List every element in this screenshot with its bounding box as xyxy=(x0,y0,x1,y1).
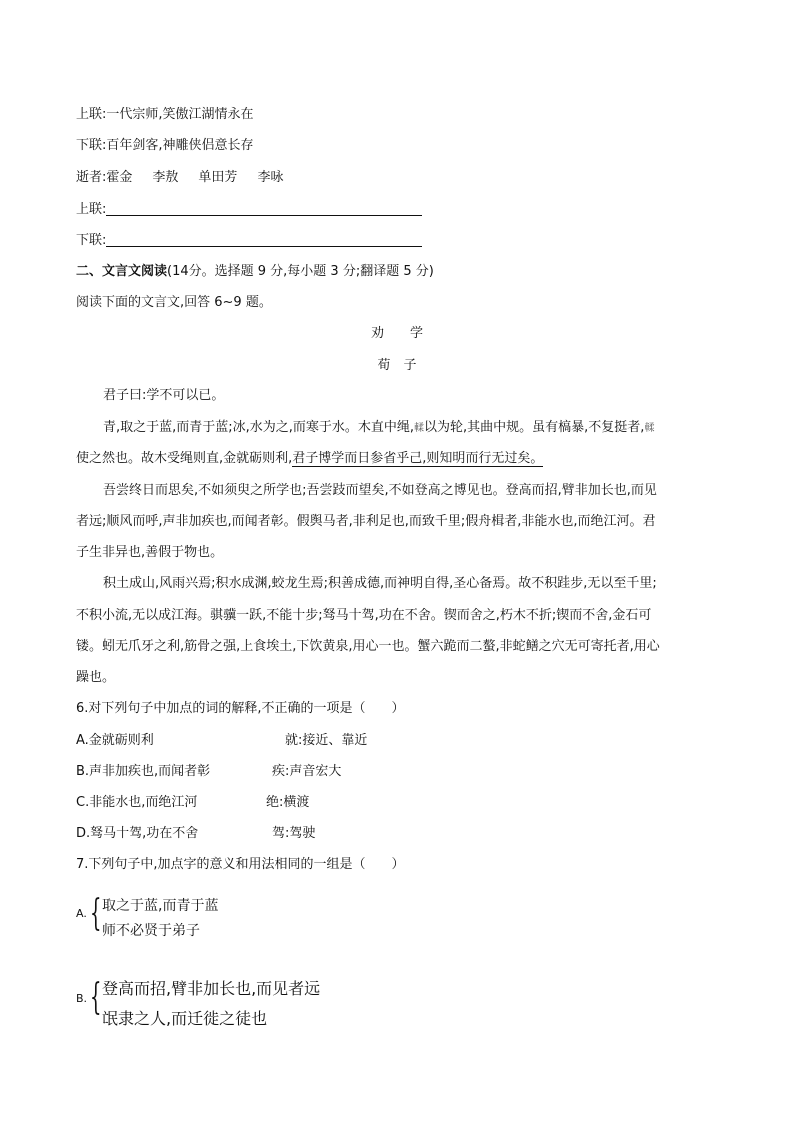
section2-heading xyxy=(76,260,434,279)
essay-author: 荀 子 xyxy=(377,358,417,373)
answer-lower-blank[interactable] xyxy=(106,232,422,247)
deceased-name: 单田芳 xyxy=(198,170,238,185)
question-7-stem: 7.下列句子中,加点字的意义和用法相同的一组是（ ） xyxy=(76,857,405,872)
question-6-option-c[interactable]: C.非能水也,而绝江河 xyxy=(76,795,198,810)
essay-paragraph-4-line-3: 镂。蚓无爪牙之利,筋骨之强,上食埃土,下饮黄泉,用心一也。蟹六跪而二螯,非蛇鳝之穴无可寄托者,用心 xyxy=(76,639,660,654)
question-6-option-b[interactable]: B.声非加疾也,而闻者彰 xyxy=(76,764,211,779)
section2-instruction: 阅读下面的文言文,回答 6~9 题。 xyxy=(76,295,272,310)
brace-icon: { xyxy=(90,893,102,934)
essay-text: 使之然也。故木受绳则直,金就砺则利, xyxy=(76,451,293,466)
deceased-label: 逝者: xyxy=(76,170,107,185)
answer-lower-line xyxy=(76,229,422,248)
option-line: 氓隶之人,而迁徙之徒也 xyxy=(102,1009,268,1028)
answer-upper-blank[interactable] xyxy=(106,201,422,216)
option-lines xyxy=(102,974,320,1034)
question-7-option-b[interactable] xyxy=(76,972,436,1034)
deceased-name: 霍金 xyxy=(106,170,133,185)
question-6-option-c-explanation: 绝:横渡 xyxy=(266,795,310,810)
couplet-upper: 上联:一代宗师,笑傲江湖情永在 xyxy=(76,107,254,122)
question-6-option-a[interactable]: A.金就砺则利 xyxy=(76,733,154,748)
essay-paragraph-4-line-2: 不积小流,无以成江海。骐骥一跃,不能十步;驽马十驾,功在不舍。锲而舍之,朽木不折;锲而不舍,金石可 xyxy=(76,608,652,623)
brace-icon: { xyxy=(90,977,102,1018)
deceased-name: 李咏 xyxy=(257,170,284,185)
question-6-option-d[interactable]: D.驽马十驾,功在不舍 xyxy=(76,826,199,841)
essay-paragraph-3-line-1: 吾尝终日而思矣,不如须臾之所学也;吾尝跂而望矣,不如登高之博见也。登高而招,臂非加长也,而见 xyxy=(103,483,657,498)
couplet-lower: 下联:百年剑客,神雕侠侣意长存 xyxy=(76,138,254,153)
essay-paragraph-3-line-3: 子生非异也,善假于物也。 xyxy=(76,545,224,560)
question-6-option-a-explanation: 就:接近、靠近 xyxy=(285,733,368,748)
option-line: 取之于蓝,而青于蓝 xyxy=(102,898,219,914)
question-6-stem: 6.对下列句子中加点的词的解释,不正确的一项是（ ） xyxy=(76,701,405,716)
rare-char: 輮 xyxy=(644,423,655,434)
essay-text: 青,取之于蓝,而青于蓝;冰,水为之,而寒于水。木直中绳, xyxy=(103,420,415,435)
deceased-name: 李敖 xyxy=(152,170,179,185)
rare-char: 輮 xyxy=(414,423,425,434)
essay-paragraph-3-line-2: 者远;顺风而呼,声非加疾也,而闻者彰。假舆马者,非利足也,而致千里;假舟楫者,非能水也,而绝江河。君 xyxy=(76,514,656,529)
answer-upper-label: 上联: xyxy=(76,202,107,217)
option-lines xyxy=(102,894,218,944)
answer-upper-line xyxy=(76,198,422,217)
option-line: 师不必贤于弟子 xyxy=(102,923,200,939)
essay-paragraph-2-line-1 xyxy=(103,416,654,435)
essay-paragraph-1: 君子曰:学不可以已。 xyxy=(103,388,225,403)
underlined-sentence: 君子博学而日参省乎己,则知明而行无过矣。 xyxy=(292,451,544,466)
section2-heading-score: (14分。选择题 9 分,每小题 3 分;翻译题 5 分) xyxy=(167,264,434,279)
answer-lower-label: 下联: xyxy=(76,233,107,248)
essay-text: 以为轮,其曲中规。虽有槁暴,不复挺者, xyxy=(424,420,645,435)
option-label: B. xyxy=(76,992,88,1005)
question-7-option-a[interactable] xyxy=(76,892,376,944)
essay-paragraph-2-line-2 xyxy=(76,447,543,466)
section2-heading-title: 二、文言文阅读 xyxy=(76,264,168,279)
option-label: A. xyxy=(76,907,87,920)
essay-title: 劝 学 xyxy=(370,326,423,341)
deceased-line xyxy=(76,166,283,185)
option-line: 登高而招,臂非加长也,而见者远 xyxy=(102,979,321,998)
question-6-option-d-explanation: 驾:驾驶 xyxy=(272,826,316,841)
question-6-option-b-explanation: 疾:声音宏大 xyxy=(272,764,342,779)
essay-paragraph-4-line-4: 躁也。 xyxy=(76,670,116,685)
essay-paragraph-4-line-1: 积土成山,风雨兴焉;积水成渊,蛟龙生焉;积善成德,而神明自得,圣心备焉。故不积跬步,无以至千里; xyxy=(103,576,657,591)
